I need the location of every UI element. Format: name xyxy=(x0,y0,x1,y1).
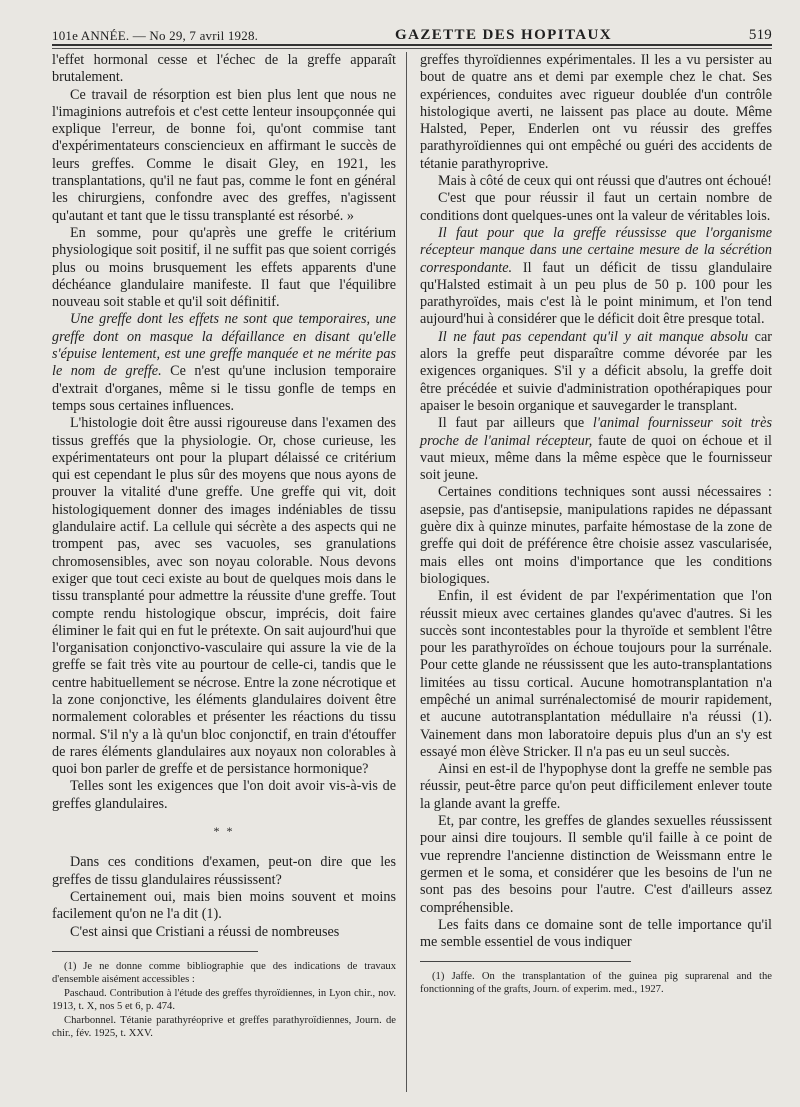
paragraph: Ce travail de résorption est bien plus lent que nous ne l'imaginions autrefois et c'est cette lenteur insoupçonnée qui explique l'erreur, de bonne foi, qu'ont commise tant d'expérimentateurs consciencieux en affirmant le succès de leurs greffes. Comme le disait Gley, en 1921, les transplantations, qu'il ne faut pas, comme le font en général les chirurgiens, confondre avec des greffes, n'agissent qu'autant et tant que le tissu transplanté est résorbé. » xyxy=(52,86,396,224)
paragraph: En somme, pour qu'après une greffe le critérium physiologique soit positif, il ne suffit pas que soient corrigés plus ou moins brusquement les effets apparents d'une déchéance glandulaire manifeste. Il faut que l'équilibre nouveau soit stable et qu'il soit définitif. xyxy=(52,224,396,311)
right-column xyxy=(420,52,772,997)
header-rule xyxy=(52,44,772,46)
section-separator: * * xyxy=(213,824,235,839)
paragraph: C'est ainsi que Cristiani a réussi de nombreuses xyxy=(70,923,340,940)
paragraph: Telles sont les exigences que l'on doit avoir vis-à-vis de greffes glandulaires. xyxy=(52,778,396,812)
paragraph xyxy=(52,311,396,415)
paragraph: Enfin, il est évident de par l'expérimentation que l'on réussit mieux avec certaines glandes qu'avec d'autres. Si les succès sont incontestables pour la thyroïde et semblent l'être pour les parathyroïdes on échoue toujours pour la surrénale. Pour cette glande ne réussissent que les auto-transplantations limitées au tissu cortical. Aucune homotransplantation n'a empêché un animal surrénalectomisé de mourir rapidement, et aucune autotransplantation médullaire n'a réussi (1). Vainement dans mon laboratoire depuis plus d'un an s'y est essayé mon élève Stricker. Il n'a pas eu un seul succès. xyxy=(420,588,772,760)
footnote-rule xyxy=(420,961,631,962)
paragraph: Certainement oui, mais bien moins souvent et moins facilement qu'on ne l'a dit (1). xyxy=(52,888,396,923)
italic-text: l'animal fournisseur soit très proche de l'animal récepteur, xyxy=(420,415,772,449)
text: Ce n'est qu'une inclusion temporaire d'extrait d'organes, même si le tissu gonfle de temps en temps sous certaines influences. xyxy=(52,363,396,414)
footnote: (1) Je ne donne comme bibliographie que des indications de travaux d'ensemble aisément accessibles : xyxy=(52,960,396,985)
footnotes xyxy=(52,960,396,1040)
paragraph xyxy=(420,415,772,484)
footnote: Paschaud. Contribution à l'étude des greffes thyroïdiennes, in Lyon chir., nov. 1913, t. X, nos 5 et 6, p. 474. xyxy=(52,987,396,1012)
footnote: (1) Jaffe. On the transplantation of the guinea pig suprarenal and the fonctionning of the grafts, Journ. of experim. med., 1927. xyxy=(420,971,772,996)
paragraph: greffes thyroïdiennes expérimentales. Il les a vu persister au bout de quatre ans et demi par exemple chez le chat. Ses expériences, conduites avec rigueur doublée d'un contrôle histologique averti, ne laissent pas place au doute. Même Halsted, Peper, Enderlen ont vu réussir des greffes parathyroïdiennes qui ont empêché ou guéri des accidents de tétanie parathyroprive. xyxy=(420,52,772,172)
paragraph xyxy=(420,225,772,329)
italic-text: Une greffe dont les effets ne sont que temporaires, une greffe dont on masque la défaillance en disant qu'elle s'épuise lentement, est une greffe manquée et ne mérite pas le nom de greffe. xyxy=(52,311,396,380)
paragraph: Ainsi en est-il de l'hypophyse dont la greffe ne semble pas réussir, peut-être parce qu'on peut difficilement enlever toute la glande avant la greffe. xyxy=(420,761,772,812)
footnote: Charbonnel. Tétanie parathyréoprive et greffes parathyroïdiennes, Journ. de chir., fév. 1925, t. XXV. xyxy=(52,1014,396,1039)
paragraph: L'histologie doit être aussi rigoureuse dans l'examen des tissus greffés que la physiologie. Or, chose curieuse, les expérimentateurs ont pour la plupart délaissé ce critérium qui est cependant le plus sûr des moyens que nous ayons de prouver la vitalité d'une greffe. Une greffe qui vit, doit histologiquement donner des images indéniables de tissu glandulaire actif. La cellule qui sécrète a des aspects qui ne trompent pas, avec ses vacuoles, ses granulations chromosensibles, avec son noyau colorable. Nous devons exiger que tout ceci existe au bout de quelques mois dans le tissu transplanté pour admettre la réussite d'une greffe. Tout compte rendu histologique obscur, imprécis, doit faire éliminer le fait qui en fut le prétexte. On sait aujourd'hui que l'organisation conjonctivo-vasculaire qui assure la vie de la greffe se fait très vite au pourtour de celle-ci, tandis que le centre habituellement se nécrose. Entre la zone nécrotique et la zone conjonctive, les éléments glandulaires doivent être normalement colorables et présenter les réactions du tissu normal. S'il n'y a là qu'un bloc conjonctif, en train d'étouffer de rares éléments glandulaires aux noyaux non colorables à quoi bon parler de greffe et de persistance hormonique? xyxy=(52,415,396,778)
italic-text: Il ne faut pas cependant qu'il y ait manque absolu xyxy=(438,328,749,345)
column-divider xyxy=(406,52,407,1092)
header-rule-thin xyxy=(52,48,772,49)
journal-title: GAZETTE DES HOPITAUX xyxy=(395,27,612,43)
page-header xyxy=(52,14,772,44)
paragraph: Les faits dans ce domaine sont de telle importance qu'il me semble essentiel de vous indiquer xyxy=(420,916,772,951)
italic-text: Il faut pour que la greffe réussisse que l'organisme récepteur manque dans une certaine mesure de la sécrétion correspondante. xyxy=(420,224,772,276)
text: car alors la greffe peut disparaître comme dévorée par les exigences organiques. S'il y a déficit absolu, la greffe doit être précédée et suivie d'administration opothérapiques pour apaiser le besoin organique et sauvegarder le transplant. xyxy=(420,328,772,414)
left-column xyxy=(52,52,396,1041)
footnote-rule xyxy=(52,951,258,952)
paragraph xyxy=(420,329,772,415)
text: Il faut par ailleurs que xyxy=(438,415,593,432)
paragraph: C'est que pour réussir il faut un certain nombre de conditions dont quelques-unes ont la valeur de véritables lois. xyxy=(420,190,772,224)
footnotes xyxy=(420,970,772,996)
paragraph: Mais à côté de ceux qui ont réussi que d'autres ont échoué! xyxy=(438,173,772,190)
paragraph: Dans ces conditions d'examen, peut-on dire que les greffes de tissu glandulaires réussissent? xyxy=(52,854,396,888)
paragraph: l'effet hormonal cesse et l'échec de la greffe apparaît brutalement. xyxy=(52,52,396,86)
page-number: 519 xyxy=(748,27,772,43)
paragraph: Certaines conditions techniques sont aussi nécessaires : asepsie, pas d'antisepsie, manipulations rapides ne dépassant guère dix à quinze minutes, parfaite hémostase de la zone de greffe qui doit de préférence être choisie assez vascularisée, mais elles ont moins d'importance que les conditions biologiques. xyxy=(420,484,772,587)
text: faute de quoi on échoue et il vaut mieux, même dans la même espèce que le fournisseur soit jeune. xyxy=(420,432,772,484)
text: Il faut un déficit de tissu glandulaire qu'Halsted estimait à un peu plus de 50 p. 100 pour les parathyroïdes, mais c'est là le point minimum, et l'on tend aujourd'hui à considérer que le déficit doit être presque total. xyxy=(420,259,772,328)
issue-info: 101e ANNÉE. — No 29, 7 avril 1928. xyxy=(52,28,259,43)
paragraph: Et, par contre, les greffes de glandes sexuelles réussissent pour ainsi dire toujours. Il semble qu'il faille à ce point de vue reprendre l'ancienne distinction de Weissmann entre le germen et le soma, et considérer que les besoins de l'un ne sont pas des besoins pour l'autre. C'est d'ailleurs assez compréhensible. xyxy=(420,813,772,916)
